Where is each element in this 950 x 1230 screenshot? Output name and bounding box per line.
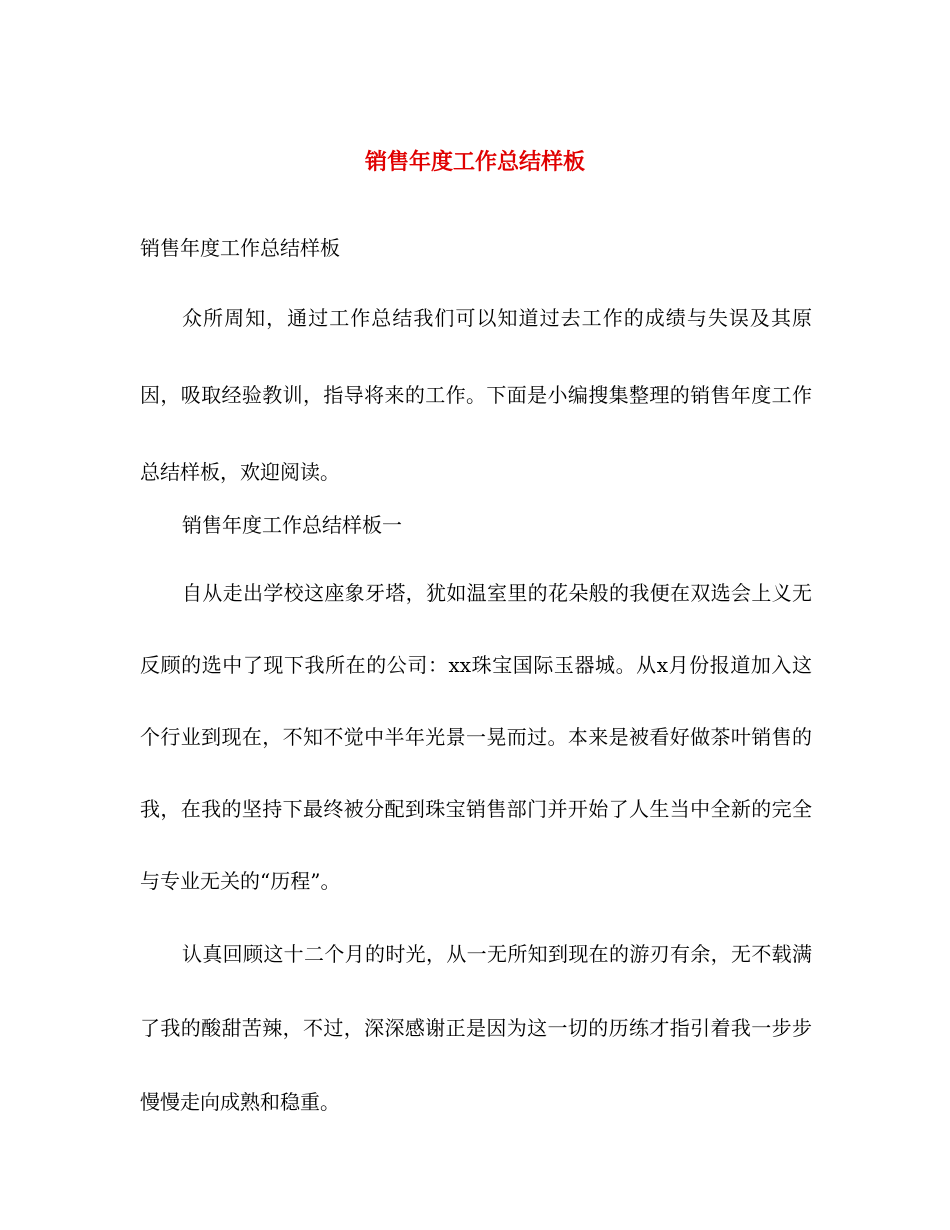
- section-heading: 销售年度工作总结样板一: [182, 513, 402, 537]
- document-body: [140, 230, 812, 1139]
- body-paragraph-1: 自从走出学校这座象牙塔，犹如温室里的花朵般的我便在双选会上义无反顾的选中了现下我所在的公司：xx珠宝国际玉器城。从x月份报道加入这个行业到现在，不知不觉中半年光景一晃而过。本来是被看好做茶叶销售的我，在我的坚持下最终被分配到珠宝销售部门并开始了人生当中全新的完全与专业无关的“历程”。: [140, 581, 812, 893]
- body-paragraph-2: 认真回顾这十二个月的时光，从一无所知到现在的游刃有余，无不载满了我的酸甜苦辣，不过，深深感谢正是因为这一切的历练才指引着我一步步慢慢走向成熟和稳重。: [140, 942, 812, 1114]
- document-title: 销售年度工作总结样板: [364, 149, 585, 175]
- intro-paragraph: 众所周知，通过工作总结我们可以知道过去工作的成绩与失误及其原因，吸取经验教训，指导将来的工作。下面是小编搜集整理的销售年度工作总结样板，欢迎阅读。: [140, 306, 812, 484]
- document-subtitle: 销售年度工作总结样板: [140, 236, 340, 260]
